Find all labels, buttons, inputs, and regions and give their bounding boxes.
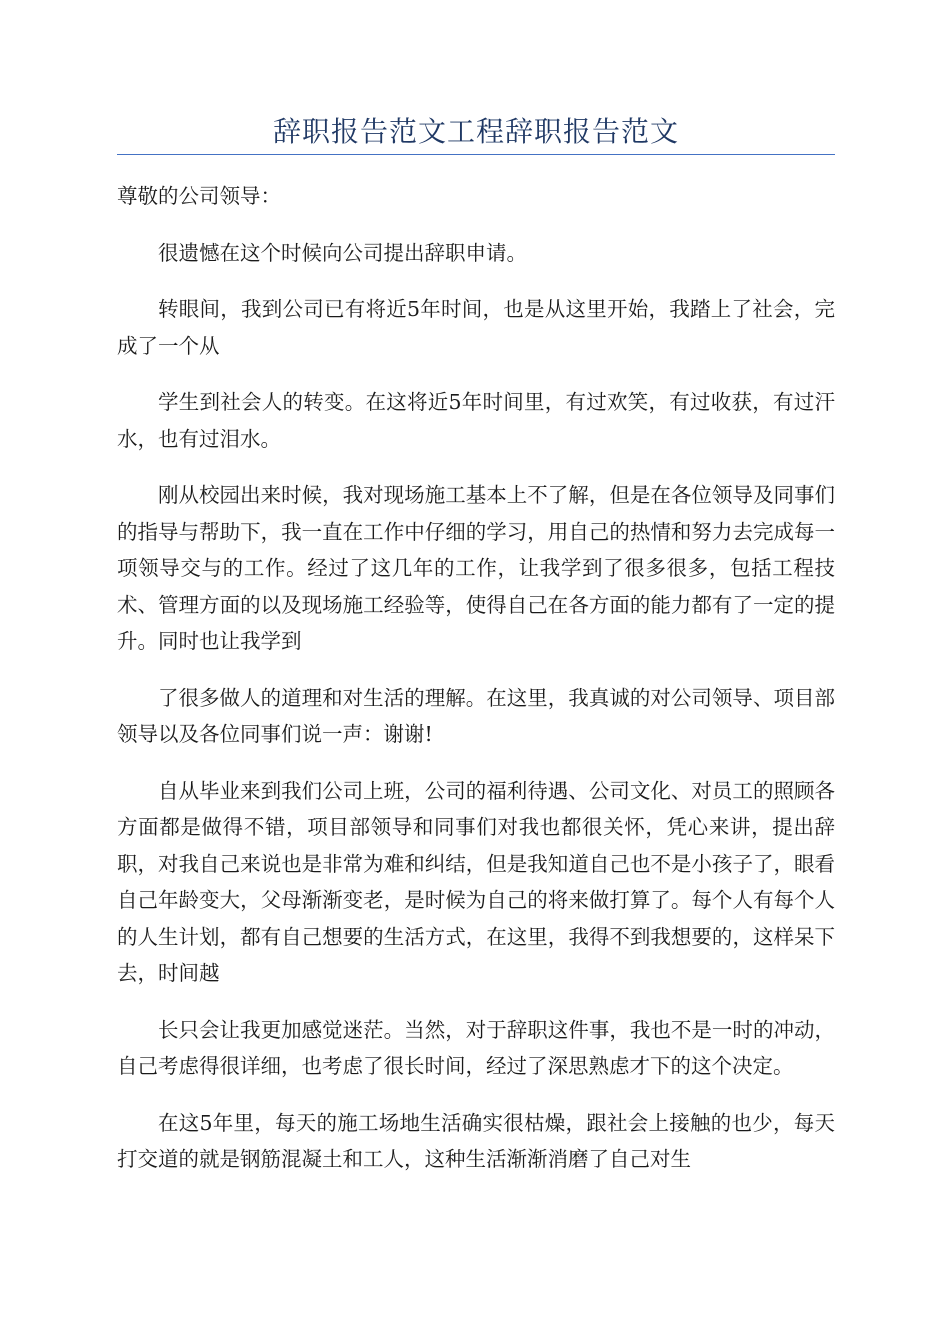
paragraph: 在这5年里，每天的施工场地生活确实很枯燥，跟社会上接触的也少，每天打交道的就是钢筋混凝土和工人，这种生活渐渐消磨了自己对生: [117, 1110, 835, 1171]
paragraph: 很遗憾在这个时候向公司提出辞职申请。: [158, 240, 527, 265]
paragraph: 了很多做人的道理和对生活的理解。在这里，我真诚的对公司领导、项目部领导以及各位同事们说一声：谢谢!: [117, 685, 835, 746]
paragraph: 学生到社会人的转变。在这将近5年时间里，有过欢笑，有过收获，有过汗水，也有过泪水。: [117, 390, 835, 451]
document-title: 辞职报告范文工程辞职报告范文: [272, 115, 679, 148]
paragraph: 自从毕业来到我们公司上班，公司的福利待遇、公司文化、对员工的照顾各方面都是做得不错，项目部领导和同事们对我也都很关怀，凭心来讲，提出辞职，对我自己来说也是非常为难和纠结，但是我知道自己也不是小孩子了，眼看自己年龄变大，父母渐渐变老，是时候为自己的将来做打算了。每个人有每个人的人生计划，都有自己想要的生活方式，在这里，我得不到我想要的，这样呆下去，时间越: [117, 778, 835, 985]
paragraph: 转眼间，我到公司已有将近5年时间，也是从这里开始，我踏上了社会，完成了一个从: [117, 297, 835, 358]
paragraph: 刚从校园出来时候，我对现场施工基本上不了解，但是在各位领导及同事们的指导与帮助下，我一直在工作中仔细的学习，用自己的热情和努力去完成每一项领导交与的工作。经过了这几年的工作，让我学到了很多很多，包括工程技术、管理方面的以及现场施工经验等，使得自己在各方面的能力都有了一定的提升。同时也让我学到: [117, 483, 835, 653]
paragraph: 长只会让我更加感觉迷茫。当然，对于辞职这件事，我也不是一时的冲动，自己考虑得很详细，也考虑了很长时间，经过了深思熟虑才下的这个决定。: [117, 1017, 835, 1078]
greeting: 尊敬的公司领导：: [117, 184, 281, 208]
title-underline: [117, 154, 835, 155]
document-body: [117, 178, 835, 1198]
